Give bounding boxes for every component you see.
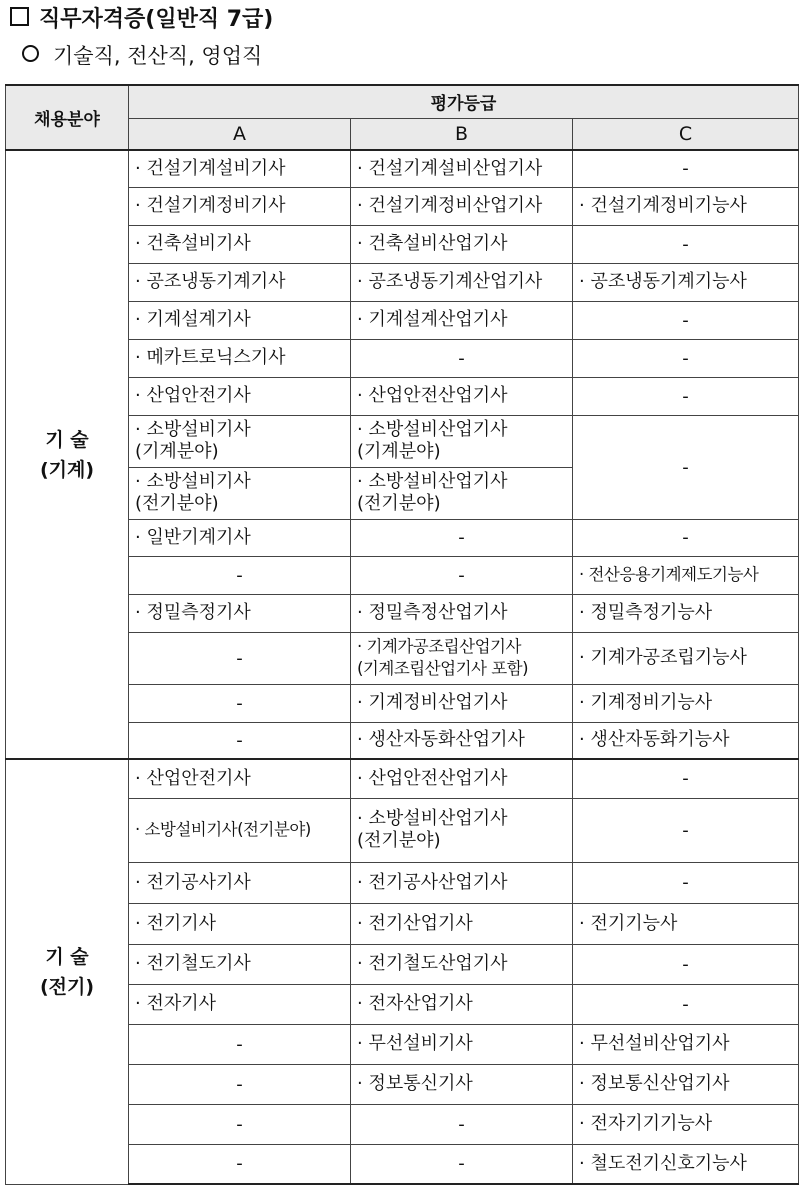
category-electrical: 기 술 (전기) (6, 759, 129, 1184)
header-col-c: C (573, 118, 799, 150)
cell-b: · 전기산업기사 (351, 903, 573, 944)
cell-b: · 정보통신기사 (351, 1064, 573, 1104)
cell-b: · 정밀측정산업기사 (351, 594, 573, 632)
cell-a: · 전기기사 (129, 903, 351, 944)
cell-b: · 소방설비산업기사 (기계분야) (351, 415, 573, 467)
cell-a: · 기계설계기사 (129, 301, 351, 339)
cell-c: - (573, 301, 799, 339)
cell-a: - (129, 1104, 351, 1144)
checkbox-square-icon (10, 7, 29, 26)
cell-a: - (129, 1144, 351, 1184)
section-title-text: 직무자격증(일반직 7급) (39, 7, 274, 32)
cell-c: - (573, 798, 799, 862)
cell-b: · 기계설계산업기사 (351, 301, 573, 339)
cell-a: · 소방설비기사 (전기분야) (129, 467, 351, 519)
cell-a: · 산업안전기사 (129, 759, 351, 798)
cell-a: · 정밀측정기사 (129, 594, 351, 632)
cell-c: - (573, 759, 799, 798)
header-col-b: B (351, 118, 573, 150)
cell-b: · 산업안전산업기사 (351, 377, 573, 415)
cell-c: · 전산응용기계제도기능사 (573, 556, 799, 594)
table-row (6, 759, 799, 798)
cell-a: - (129, 632, 351, 684)
header-field: 채용분야 (6, 85, 129, 150)
cell-c: - (573, 339, 799, 377)
header-grade: 평가등급 (129, 85, 799, 118)
cell-a: · 산업안전기사 (129, 377, 351, 415)
certificate-table (5, 84, 799, 1185)
cell-c: - (573, 150, 799, 187)
cell-c: - (573, 984, 799, 1024)
table-row (6, 150, 799, 187)
header-col-a: A (129, 118, 351, 150)
cell-c: - (573, 944, 799, 984)
cell-c: · 생산자동화기능사 (573, 722, 799, 759)
section-subtitle (22, 40, 262, 70)
cell-a: · 전자기사 (129, 984, 351, 1024)
cell-c: - (573, 225, 799, 263)
cell-a: - (129, 1024, 351, 1064)
cell-b: · 건설기계정비산업기사 (351, 187, 573, 225)
cell-c: · 전기기능사 (573, 903, 799, 944)
section-subtitle-text: 기술직, 전산직, 영업직 (53, 44, 263, 68)
cell-b: · 생산자동화산업기사 (351, 722, 573, 759)
cell-c: · 무선설비산업기사 (573, 1024, 799, 1064)
cell-b: · 전기철도산업기사 (351, 944, 573, 984)
header-row (6, 85, 799, 118)
category-mechanical: 기 술 (기계) (6, 150, 129, 759)
cell-a: · 전기철도기사 (129, 944, 351, 984)
cell-b: - (351, 1104, 573, 1144)
cell-b: · 건축설비산업기사 (351, 225, 573, 263)
cell-b: · 산업안전산업기사 (351, 759, 573, 798)
cell-b: - (351, 339, 573, 377)
cell-a: - (129, 722, 351, 759)
cell-a: · 건축설비기사 (129, 225, 351, 263)
cell-a: · 메카트로닉스기사 (129, 339, 351, 377)
cell-b: · 소방설비산업기사 (전기분야) (351, 467, 573, 519)
cell-b: - (351, 1144, 573, 1184)
cell-a: · 전기공사기사 (129, 862, 351, 903)
cell-a: · 건설기계설비기사 (129, 150, 351, 187)
cell-b: · 건설기계설비산업기사 (351, 150, 573, 187)
cell-c: · 정밀측정기능사 (573, 594, 799, 632)
cell-a: · 건설기계정비기사 (129, 187, 351, 225)
cell-b: · 무선설비기사 (351, 1024, 573, 1064)
cell-a: - (129, 684, 351, 722)
cell-a: · 일반기계기사 (129, 519, 351, 556)
cell-b: - (351, 519, 573, 556)
cell-a: · 소방설비기사(전기분야) (129, 798, 351, 862)
cell-c: · 기계가공조립기능사 (573, 632, 799, 684)
cell-c: - (573, 377, 799, 415)
cell-c: - (573, 862, 799, 903)
cell-c: · 공조냉동기계기능사 (573, 263, 799, 301)
cell-c: · 정보통신산업기사 (573, 1064, 799, 1104)
cell-b: - (351, 556, 573, 594)
cell-b: · 기계가공조립산업기사 (기계조립산업기사 포함) (351, 632, 573, 684)
cell-b: · 기계정비산업기사 (351, 684, 573, 722)
cell-c: · 기계정비기능사 (573, 684, 799, 722)
cell-c: · 전자기기기능사 (573, 1104, 799, 1144)
cell-a: · 소방설비기사 (기계분야) (129, 415, 351, 467)
cell-c: · 철도전기신호기능사 (573, 1144, 799, 1184)
cell-a: - (129, 556, 351, 594)
cell-b: · 전자산업기사 (351, 984, 573, 1024)
cell-a: · 공조냉동기계기사 (129, 263, 351, 301)
circle-bullet-icon (22, 45, 39, 62)
cell-b: · 소방설비산업기사 (전기분야) (351, 798, 573, 862)
section-title (10, 2, 273, 33)
cell-a: - (129, 1064, 351, 1104)
cell-c: - (573, 415, 799, 519)
cell-c: - (573, 519, 799, 556)
cell-b: · 공조냉동기계산업기사 (351, 263, 573, 301)
cell-b: · 전기공사산업기사 (351, 862, 573, 903)
cell-c: · 건설기계정비기능사 (573, 187, 799, 225)
